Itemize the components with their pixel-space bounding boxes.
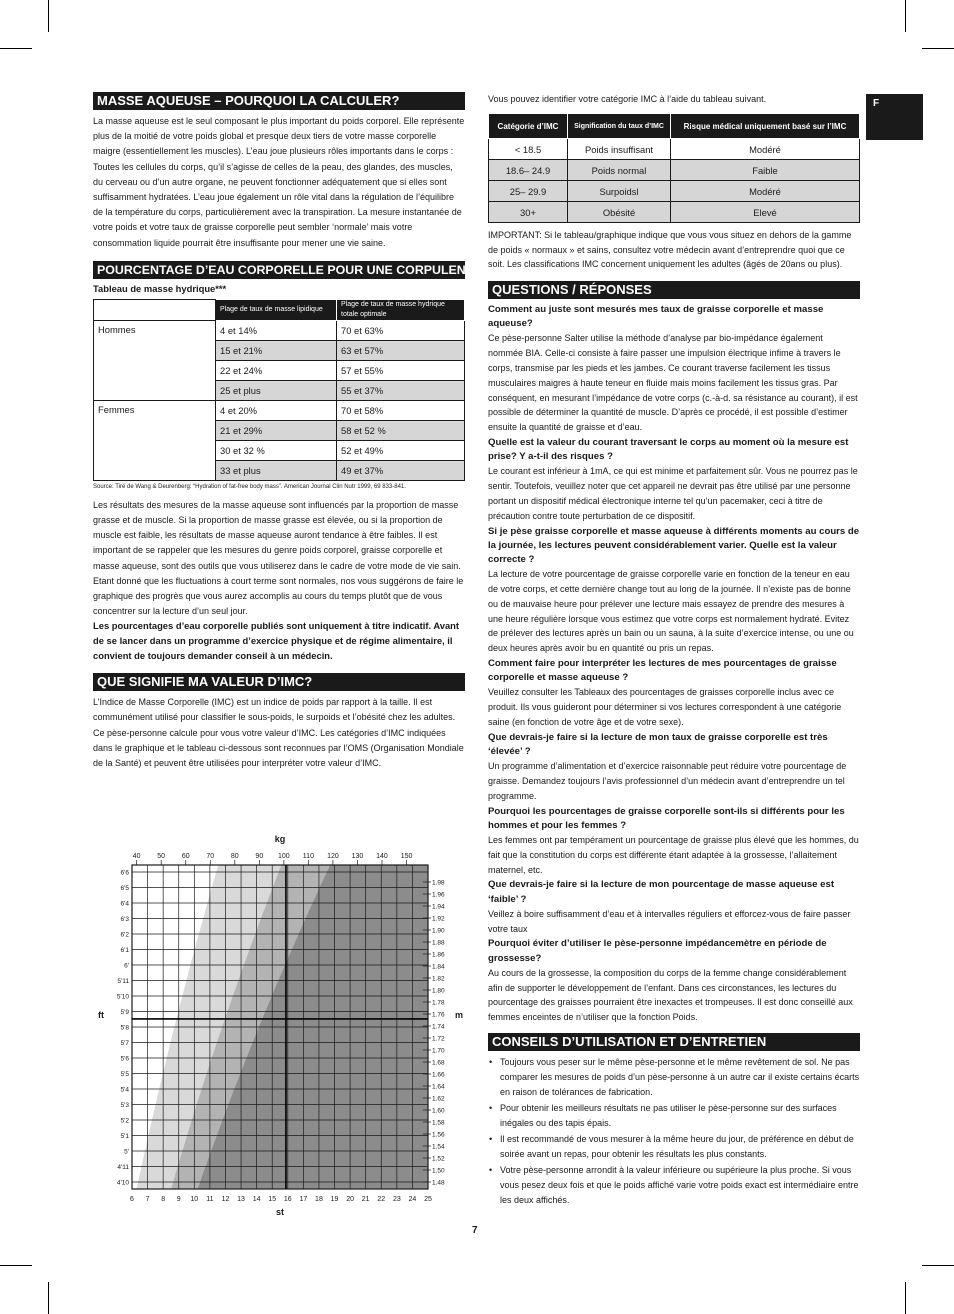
table-corner: [94, 299, 216, 320]
tick-label-st: 20: [346, 1196, 355, 1203]
tick-label-ft: 5': [124, 1148, 129, 1156]
table-cell: 25 et plus: [216, 380, 337, 400]
section-title-tips: CONSEILS D’UTILISATION ET D’ENTRETIEN: [488, 1033, 860, 1051]
tick-label-m: 1.66: [432, 1071, 445, 1079]
qa-question: Pourquoi les pourcentages de graisse corporelle sont-ils si différents pour les hommes et pour les femmes ?: [488, 805, 845, 831]
tick-label-ft: 6'4: [120, 900, 129, 908]
qa-question: Quelle est la valeur du courant traversant le corps au moment où la mesure est prise? Y a-t-il des risques ?: [488, 436, 849, 463]
row-group-men: Hommes: [94, 320, 216, 400]
qa-question: Comment au juste sont mesurés mes taux de graisse corporelle et masse aqueuse?: [488, 303, 824, 330]
tick-label-m: 1.68: [432, 1059, 445, 1067]
water-mass-text: La masse aqueuse est le seul composant le plus important du poids corporel. Elle représente plus de la moitié de votre poids global et presque deux tiers de votre masse corporelle maigre (essentiellement les muscles). L’eau joue plusieurs rôles importants dans le corps : Toutes les cellules du corps, qu’il s’agisse de celles de la peau, des glandes, des muscles, du cerveau ou d’un autre organe, ne peuvent fonctionner adéquatement que si elles sont suffisamment hydratées. L’eau joue également un rôle vital dans la régulation de l’équilibre de la température du corps, particulièrement avec la transpiration. La mesure instantanée de votre poids et votre taux de graisse corporelle peut sembler ‘normale’ mais votre consommation liquide pourrait être insuffisante pour mener une vie saine.: [93, 116, 465, 248]
tick-label-m: 1.70: [432, 1047, 445, 1055]
tick-label-st: 17: [299, 1196, 308, 1203]
tick-label-m: 1.88: [432, 939, 445, 947]
tick-label-m: 1.86: [432, 951, 445, 959]
bmi-chart-svg: [93, 832, 465, 1222]
tick-label-ft: 4'10: [116, 1179, 129, 1187]
bmi-text: L’Indice de Masse Corporelle (IMC) est un indice de poids par rapport à la taille. Il est communément utilisé pour classifier le sous-poids, le surpoids et l’obésité chez les adultes. Ce pèse-personne calcule pour vous votre valeur d’IMC. Les catégories d’IMC indiquées dans le graphique et le tableau ci-dessous sont reconnues par l’OMS (Organisation Mondiale de la Santé) et peuvent être utilisées pour interpréter votre valeur d’IMC.: [93, 697, 464, 769]
qa-answer: Veuillez consulter les Tableaux des pourcentages de graisses corporelle inclus avec ce produit. Ils vous guideront pour déterminer si vos lectures correspondent à une catégorie saine (en fonction de votre âge et de votre sexe).: [488, 687, 842, 727]
tick-label-st: 6: [130, 1196, 134, 1203]
qa-answer: Un programme d’alimentation et d’exercice raisonnable peut réduire votre pourcentage de graisse. Demandez toujours l’avis professionnel d’un médecin avant d’entreprendre un tel programme.: [488, 761, 847, 801]
tips-list: [488, 1055, 860, 1208]
tick-label-m: 1.76: [432, 1011, 445, 1019]
table-header-fat: Plage de taux de masse lipidique: [216, 299, 337, 320]
table-cell: 70 et 63%: [337, 320, 465, 340]
tick-label-ft: 4'11: [117, 1164, 129, 1171]
crop-mark: [905, 0, 906, 32]
table-cell: 25– 29.9: [489, 181, 568, 202]
water-results-text: Les résultats des mesures de la masse aqueuse sont influencés par la proportion de masse grasse et de muscle. Si la proportion de masse grasse est élevée, ou si la proportion de muscle est faible, les résultats de masse aqueuse auront tendance à être faibles. Il est important de se rappeler que les mesures du genre poids corporel, graisse corporelle et masse aqueuse, sont des outils que vous utiliserez dans le cadre de votre mode de vie sain. Etant donné que les fluctuations à court terme sont normales, nos vous suggérons de faire le graphique des progrès que vous aurez accomplis au cours du temps plutôt que de vous concentrer sur la lecture d’un seul jour.: [93, 499, 464, 617]
bmi-intro: Vous pouvez identifier votre catégorie IMC à l’aide du tableau suivant.: [488, 94, 767, 104]
tick-label-ft: 5'3: [120, 1102, 129, 1109]
crop-mark: [922, 1265, 954, 1266]
qa-answer: Au cours de la grossesse, la composition du corps de la femme change considérablement afin de supporter le développement de l’enfant. Dans ces circonstances, les lectures du pourcentage des graisses pourraient être inexactes et trompeuses. Il est donc conseillé aux femmes enceintes de n’utiliser que la fonction Poids.: [488, 967, 853, 1023]
crop-mark: [0, 1265, 32, 1266]
tick-label-kg: 90: [255, 853, 264, 860]
tick-label-st: 12: [221, 1196, 230, 1203]
tick-label-m: 1.92: [432, 915, 445, 923]
tick-label-ft: 5'8: [120, 1024, 129, 1032]
tick-label-m: 1.98: [432, 879, 445, 887]
section-title-water-mass: MASSE AQUEUSE – POURQUOI LA CALCULER?: [93, 92, 465, 110]
table-cell: 70 et 58%: [337, 400, 465, 420]
axis-label-m: m: [454, 1010, 464, 1020]
tick-label-m: 1.50: [432, 1167, 445, 1175]
tick-label-ft: 5'10: [116, 993, 129, 1001]
tick-label-kg: 120: [327, 853, 339, 860]
section-title-qa: QUESTIONS / RÉPONSES: [488, 281, 860, 299]
crop-mark: [0, 48, 32, 49]
axis-label-st: st: [275, 1207, 285, 1217]
tick-label-ft: 5'5: [120, 1071, 129, 1078]
tick-label-ft: 5'11: [117, 978, 129, 985]
qa-question: Que devrais-je faire si la lecture de mon taux de graisse corporelle est très ‘élevée’ ?: [488, 731, 828, 757]
table-cell: 4 et 14%: [216, 320, 337, 340]
tick-label-st: 16: [283, 1196, 292, 1203]
table-cell: Modéré: [671, 139, 860, 160]
tick-label-m: 1.48: [432, 1179, 445, 1187]
tick-label-ft: 6'6: [120, 869, 129, 877]
tick-label-ft: 6'3: [120, 916, 129, 923]
tick-label-m: 1.94: [432, 903, 445, 911]
right-column: [488, 92, 860, 1209]
tick-label-kg: 140: [376, 853, 388, 860]
tick-label-st: 8: [161, 1196, 166, 1203]
table-cell: Poids insuffisant: [568, 139, 671, 160]
table-cell: 33 et plus: [216, 460, 337, 480]
tick-label-m: 1.80: [432, 987, 445, 995]
tip-item: • Votre pèse-personne arrondit à la valeur inférieure ou supérieure la plus proche. Si vous vous pesez deux fois et que le poids affiché varie votre poids exact est intermédiaire entre les deux affichés.: [500, 1163, 860, 1208]
table-cell: Faible: [671, 160, 860, 181]
bmi-chart: [93, 832, 465, 1222]
language-tab: F: [866, 94, 923, 140]
tick-label-st: 21: [361, 1196, 370, 1203]
tick-label-m: 1.72: [432, 1035, 445, 1043]
tick-label-st: 11: [206, 1196, 214, 1203]
tick-label-st: 14: [252, 1196, 261, 1203]
bmi-header-meaning: Signification du taux d’IMC: [568, 114, 671, 139]
tick-label-kg: 70: [206, 853, 215, 860]
important-note: IMPORTANT: Si le tableau/graphique indique que vous vous situez en dehors de la gamme de poids « normaux » et sains, consultez votre médecin avant d’entreprendre quoi que ce soit. Les classifications IMC concernent uniquement les adultes (âgés de 20ans ou plus).: [488, 230, 852, 270]
tick-label-m: 1.74: [432, 1023, 445, 1031]
section-title-bmi: QUE SIGNIFIE MA VALEUR D’IMC?: [93, 673, 465, 691]
tick-label-st: 18: [315, 1196, 323, 1203]
tick-label-ft: 6': [124, 962, 129, 970]
table-source: Source: Tiré de Wang & Deurenberg: “Hydration of fat-free body mass”. American Journal Clin Nutr 1999, 69 833-841.: [93, 483, 406, 490]
tick-label-st: 9: [176, 1196, 181, 1203]
tick-label-m: 1.96: [432, 891, 445, 899]
tick-label-kg: 80: [230, 853, 239, 860]
tick-label-m: 1.60: [432, 1107, 445, 1115]
table-cell: Poids normal: [568, 160, 671, 181]
table-cell: 63 et 57%: [337, 340, 465, 360]
crop-mark: [922, 48, 954, 49]
table-cell: Surpoidsl: [568, 181, 671, 202]
table-cell: 52 et 49%: [337, 440, 465, 460]
tick-label-ft: 6'2: [120, 931, 129, 939]
table-cell: 55 et 37%: [337, 380, 465, 400]
tip-item: • Pour obtenir les meilleurs résultats ne pas utiliser le pèse-personne sur des surfaces inégales ou des tapis épais.: [500, 1101, 860, 1131]
bmi-header-category: Catégorie d’IMC: [489, 114, 568, 139]
water-disclaimer: Les pourcentages d’eau corporelle publiés sont uniquement à titre indicatif. Avant de se lancer dans un programme d’exercice physique et de régime alimentaire, il convient de toujours demander conseil à un médecin.: [93, 620, 460, 661]
table-cell: 49 et 37%: [337, 460, 465, 480]
tick-label-m: 1.84: [432, 963, 445, 971]
qa-question: Comment faire pour interpréter les lectures de mes pourcentages de graisse corporelle et masse aqueuse ?: [488, 657, 837, 684]
tip-item: • Toujours vous peser sur le même pèse-personne et le même revêtement de sol. Ne pas comparer les mesures de poids d’un pèse-personne à un autre car il existe certains écarts en raison de tolérances de fabrication.: [500, 1055, 860, 1100]
tick-label-ft: 5'9: [120, 1009, 129, 1016]
qa-question: Pourquoi éviter d’utiliser le pèse-personne impédancemètre en période de grossesse?: [488, 938, 827, 964]
water-table-subtitle: Tableau de masse hydrique***: [93, 282, 227, 294]
bmi-table: [488, 113, 860, 223]
tick-label-m: 1.78: [432, 999, 445, 1007]
tick-label-st: 15: [268, 1196, 277, 1203]
qa-question: Si je pèse graisse corporelle et masse aqueuse à différents moments au cours de la journée, les lectures peuvent considérablement varier. Quelle est la valeur correcte ?: [488, 525, 860, 565]
crop-mark: [905, 1282, 906, 1314]
tick-label-st: 13: [237, 1196, 245, 1203]
tick-label-ft: 5'2: [120, 1117, 129, 1125]
tick-label-m: 1.52: [432, 1155, 445, 1163]
crop-mark: [48, 1282, 49, 1314]
tick-label-st: 25: [424, 1196, 432, 1203]
crop-mark: [48, 0, 49, 32]
tick-label-st: 7: [145, 1196, 150, 1203]
qa-answer: Le courant est inférieur à 1mA, ce qui est minime et parfaitement sûr. Vous ne pourrez pas le sentir. Toutefois, veuillez noter que cet appareil ne devrait pas être utilisé par une personne portant un dispositif médical électronique interne tel qu’un pacemaker, ceci à titre de précaution contre toute perturbation de ce dispositif.: [488, 466, 858, 521]
table-cell: 4 et 20%: [216, 400, 337, 420]
tick-label-kg: 100: [278, 853, 290, 860]
tick-label-ft: 5'6: [120, 1055, 129, 1063]
table-cell: 30 et 32 %: [216, 440, 337, 460]
tick-label-m: 1.58: [432, 1119, 445, 1127]
table-cell: 22 et 24%: [216, 360, 337, 380]
qa-list: [488, 303, 860, 1025]
tick-label-ft: 6'5: [120, 885, 129, 892]
table-cell: 58 et 52 %: [337, 420, 465, 440]
tip-item: • Il est recommandé de vous mesurer à la même heure du jour, de préférence en début de soirée avant un repas, pour obtenir les résultats les plus constants.: [500, 1132, 860, 1162]
bmi-header-risk: Risque médical uniquement basé sur l’IMC: [671, 114, 860, 139]
tick-label-kg: 150: [400, 853, 413, 860]
tick-label-m: 1.64: [432, 1083, 445, 1091]
qa-answer: La lecture de votre pourcentage de graisse corporelle varie en fonction de la teneur en eau de votre corps, et cette dernière change tout au long de la journée. Il n’existe pas de bonne ou de mauvaise heure pour prélever une lecture mais essayez de prendre des mesures à une heure régulière lorsque vous estimez que votre corps est normalement hydraté. Evitez de prélever des lectures après un bain ou un sauna, à la suite d’exercice intense, ou une ou deux heures après avoir bu en quantité ou pris un repas.: [488, 569, 854, 654]
tick-label-st: 10: [190, 1196, 199, 1203]
tick-label-m: 1.62: [432, 1095, 445, 1103]
qa-question: Que devrais-je faire si la lecture de mon pourcentage de masse aqueuse est ‘faible’ ?: [488, 879, 835, 905]
tick-label-st: 24: [408, 1196, 417, 1203]
qa-answer: Les femmes ont par tempérament un pourcentage de graisse plus élevé que les hommes, du fait que la constitution du corps est différente étant adaptée à la grossesse, l’allaitement maternel, etc.: [488, 834, 859, 875]
tick-label-m: 1.90: [432, 927, 445, 935]
tick-label-kg: 50: [157, 853, 166, 860]
table-cell: 57 et 55%: [337, 360, 465, 380]
qa-answer: Ce pèse-personne Salter utilise la méthode d’analyse par bio-impédance également nommée BIA. Celle-ci consiste à faire passer une impulsion électrique infime à travers le corps, transmise par les pieds et les jambes. Ce courant traverse facilement les tissus musculaires maigres à haute teneur en fluide mais moins facilement les tissus gras. Par conséquent, en mesurant l’impédance de votre corps (c.-à-d. sa résistance au courant), il est possible de déterminer la quantité de muscle. D’après ce procédé, il est possible d’estimer ensuite la quantité de graisse et d’eau.: [488, 333, 858, 433]
tick-label-m: 1.82: [432, 975, 445, 983]
qa-answer: Veillez à boire suffisamment d’eau et à intervalles réguliers et efforcez-vous de faire passer votre taux: [488, 908, 851, 934]
axis-label-ft: ft: [98, 1010, 104, 1020]
table-cell: 30+: [489, 202, 568, 223]
tick-label-m: 1.54: [432, 1143, 445, 1151]
tick-label-kg: 130: [351, 853, 364, 860]
page-number: 7: [472, 1225, 478, 1236]
table-cell: Elevé: [671, 202, 860, 223]
tick-label-ft: 5'1: [120, 1133, 129, 1140]
row-group-women: Femmes: [94, 400, 216, 480]
table-cell: < 18.5: [489, 139, 568, 160]
table-header-water: Plage de taux de masse hydrique totale optimale: [337, 299, 465, 320]
tick-label-kg: 60: [181, 853, 190, 860]
section-title-water-percent: POURCENTAGE D’EAU CORPORELLE POUR UNE CORPULENCE NORMALE: [93, 261, 465, 279]
tick-label-kg: 40: [132, 853, 141, 860]
tick-label-ft: 5'7: [120, 1040, 129, 1047]
table-cell: 18.6– 24.9: [489, 160, 568, 181]
tick-label-ft: 6'1: [120, 947, 129, 954]
tick-label-st: 19: [330, 1196, 339, 1203]
tick-label-st: 23: [392, 1196, 401, 1203]
table-cell: 15 et 21%: [216, 340, 337, 360]
tick-label-kg: 110: [302, 853, 314, 860]
tick-label-ft: 5'4: [120, 1086, 129, 1094]
axis-label-kg: kg: [274, 834, 286, 844]
table-cell: Obésité: [568, 202, 671, 223]
table-cell: 21 et 29%: [216, 420, 337, 440]
table-cell: Modéré: [671, 181, 860, 202]
water-mass-table: [93, 299, 465, 481]
tick-label-st: 22: [377, 1196, 386, 1203]
tick-label-m: 1.56: [432, 1131, 445, 1139]
